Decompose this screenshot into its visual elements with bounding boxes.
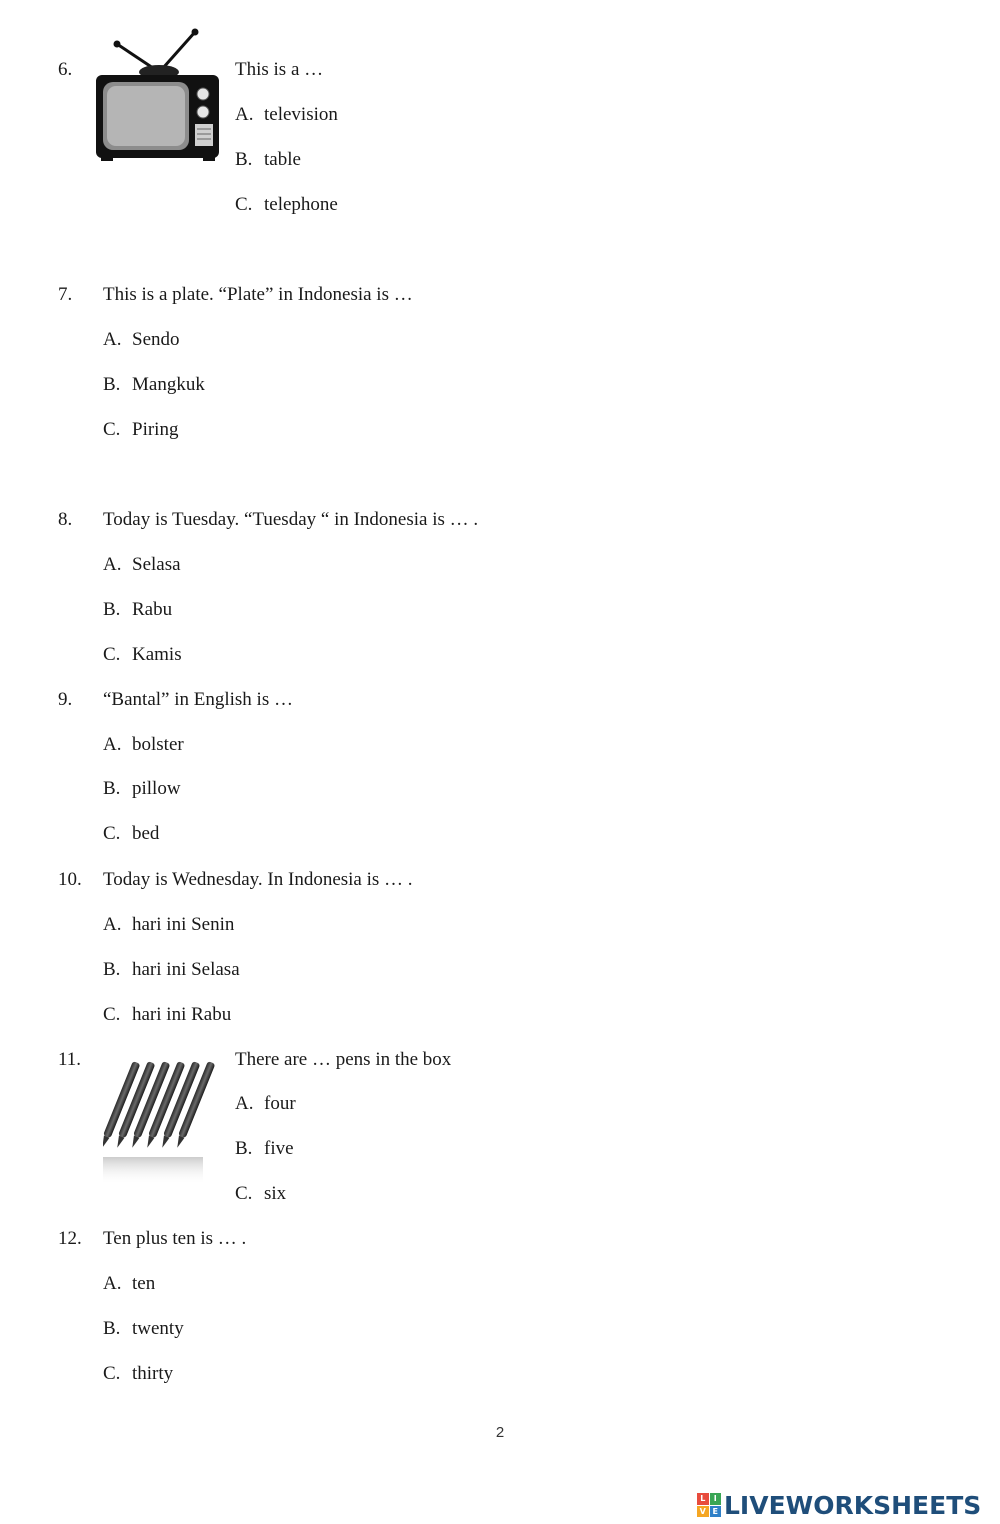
- logo-mark-letter: E: [710, 1506, 722, 1518]
- option-c[interactable]: [103, 1004, 231, 1026]
- option-letter: B.: [103, 778, 121, 799]
- option-letter: C.: [103, 823, 121, 844]
- question-stem: This is a plate. “Plate” in Indonesia is …: [103, 284, 413, 305]
- option-b[interactable]: [235, 1138, 294, 1160]
- option-letter: A.: [103, 329, 122, 350]
- option-letter: B.: [103, 374, 121, 395]
- option-text: table: [264, 149, 301, 170]
- option-text: Sendo: [132, 329, 180, 350]
- option-a[interactable]: [103, 1273, 155, 1295]
- option-letter: C.: [103, 644, 121, 665]
- question-number: 7.: [58, 284, 73, 305]
- option-text: bolster: [132, 734, 184, 755]
- question-stem: Ten plus ten is … .: [103, 1228, 247, 1249]
- option-text: ten: [132, 1273, 156, 1294]
- logo-mark-letter: V: [697, 1506, 709, 1518]
- option-letter: B.: [235, 1138, 253, 1159]
- option-a[interactable]: [103, 329, 180, 351]
- question-stem: “Bantal” in English is …: [103, 689, 293, 710]
- option-letter: C.: [235, 1183, 253, 1204]
- question-stem: This is a …: [235, 59, 324, 80]
- liveworksheets-logo: [697, 1490, 981, 1520]
- question-number: 11.: [58, 1049, 82, 1070]
- option-letter: A.: [235, 104, 254, 125]
- logo-mark-letter: L: [697, 1493, 709, 1505]
- option-letter: B.: [235, 149, 253, 170]
- option-b[interactable]: [103, 374, 205, 396]
- option-text: Rabu: [132, 599, 173, 620]
- option-c[interactable]: [103, 823, 159, 845]
- question-number: 9.: [58, 689, 73, 710]
- option-a[interactable]: [103, 554, 181, 576]
- option-text: hari ini Senin: [132, 914, 235, 935]
- option-letter: B.: [103, 599, 121, 620]
- television-image: [95, 28, 221, 164]
- option-c[interactable]: [103, 1363, 173, 1385]
- option-c[interactable]: [235, 194, 338, 216]
- option-c[interactable]: [235, 1183, 286, 1205]
- option-text: twenty: [132, 1318, 184, 1339]
- option-letter: C.: [103, 1004, 121, 1025]
- option-letter: B.: [103, 1318, 121, 1339]
- logo-mark-letter: I: [710, 1493, 722, 1505]
- liveworksheets-mark-icon: [697, 1493, 721, 1517]
- question-number: 12.: [58, 1228, 82, 1249]
- option-text: bed: [132, 823, 160, 844]
- option-letter: C.: [103, 1363, 121, 1384]
- option-a[interactable]: [235, 104, 338, 126]
- option-text: pillow: [132, 778, 181, 799]
- option-text: five: [264, 1138, 294, 1159]
- option-letter: A.: [103, 734, 122, 755]
- question-number: 6.: [58, 59, 73, 80]
- option-letter: A.: [103, 914, 122, 935]
- page-number: 2: [495, 1424, 505, 1441]
- option-b[interactable]: [103, 959, 240, 981]
- option-letter: A.: [235, 1093, 254, 1114]
- option-b[interactable]: [103, 1318, 184, 1340]
- option-text: thirty: [132, 1363, 174, 1384]
- option-text: Mangkuk: [132, 374, 205, 395]
- liveworksheets-wordmark: LIVEWORKSHEETS: [724, 1490, 982, 1520]
- question-number: 8.: [58, 509, 73, 530]
- option-text: Kamis: [132, 644, 182, 665]
- option-b[interactable]: [103, 599, 172, 621]
- option-text: six: [264, 1183, 287, 1204]
- pens-image: [103, 1055, 227, 1187]
- question-number: 10.: [58, 869, 82, 890]
- option-letter: C.: [235, 194, 253, 215]
- option-letter: C.: [103, 419, 121, 440]
- option-text: hari ini Rabu: [132, 1004, 232, 1025]
- option-letter: A.: [103, 554, 122, 575]
- question-stem: Today is Wednesday. In Indonesia is … .: [103, 869, 413, 890]
- option-c[interactable]: [103, 644, 182, 666]
- option-c[interactable]: [103, 419, 178, 441]
- question-stem: Today is Tuesday. “Tuesday “ in Indonesia is … .: [103, 509, 479, 530]
- option-a[interactable]: [103, 734, 184, 756]
- option-text: hari ini Selasa: [132, 959, 240, 980]
- option-b[interactable]: [103, 778, 181, 800]
- option-a[interactable]: [103, 914, 234, 936]
- option-b[interactable]: [235, 149, 301, 171]
- option-text: Piring: [132, 419, 179, 440]
- option-a[interactable]: [235, 1093, 296, 1115]
- option-text: Selasa: [132, 554, 181, 575]
- question-stem: There are … pens in the box: [235, 1049, 452, 1070]
- option-text: television: [264, 104, 338, 125]
- option-text: four: [264, 1093, 296, 1114]
- option-letter: B.: [103, 959, 121, 980]
- option-text: telephone: [264, 194, 338, 215]
- option-letter: A.: [103, 1273, 122, 1294]
- pen-set: [103, 1061, 215, 1185]
